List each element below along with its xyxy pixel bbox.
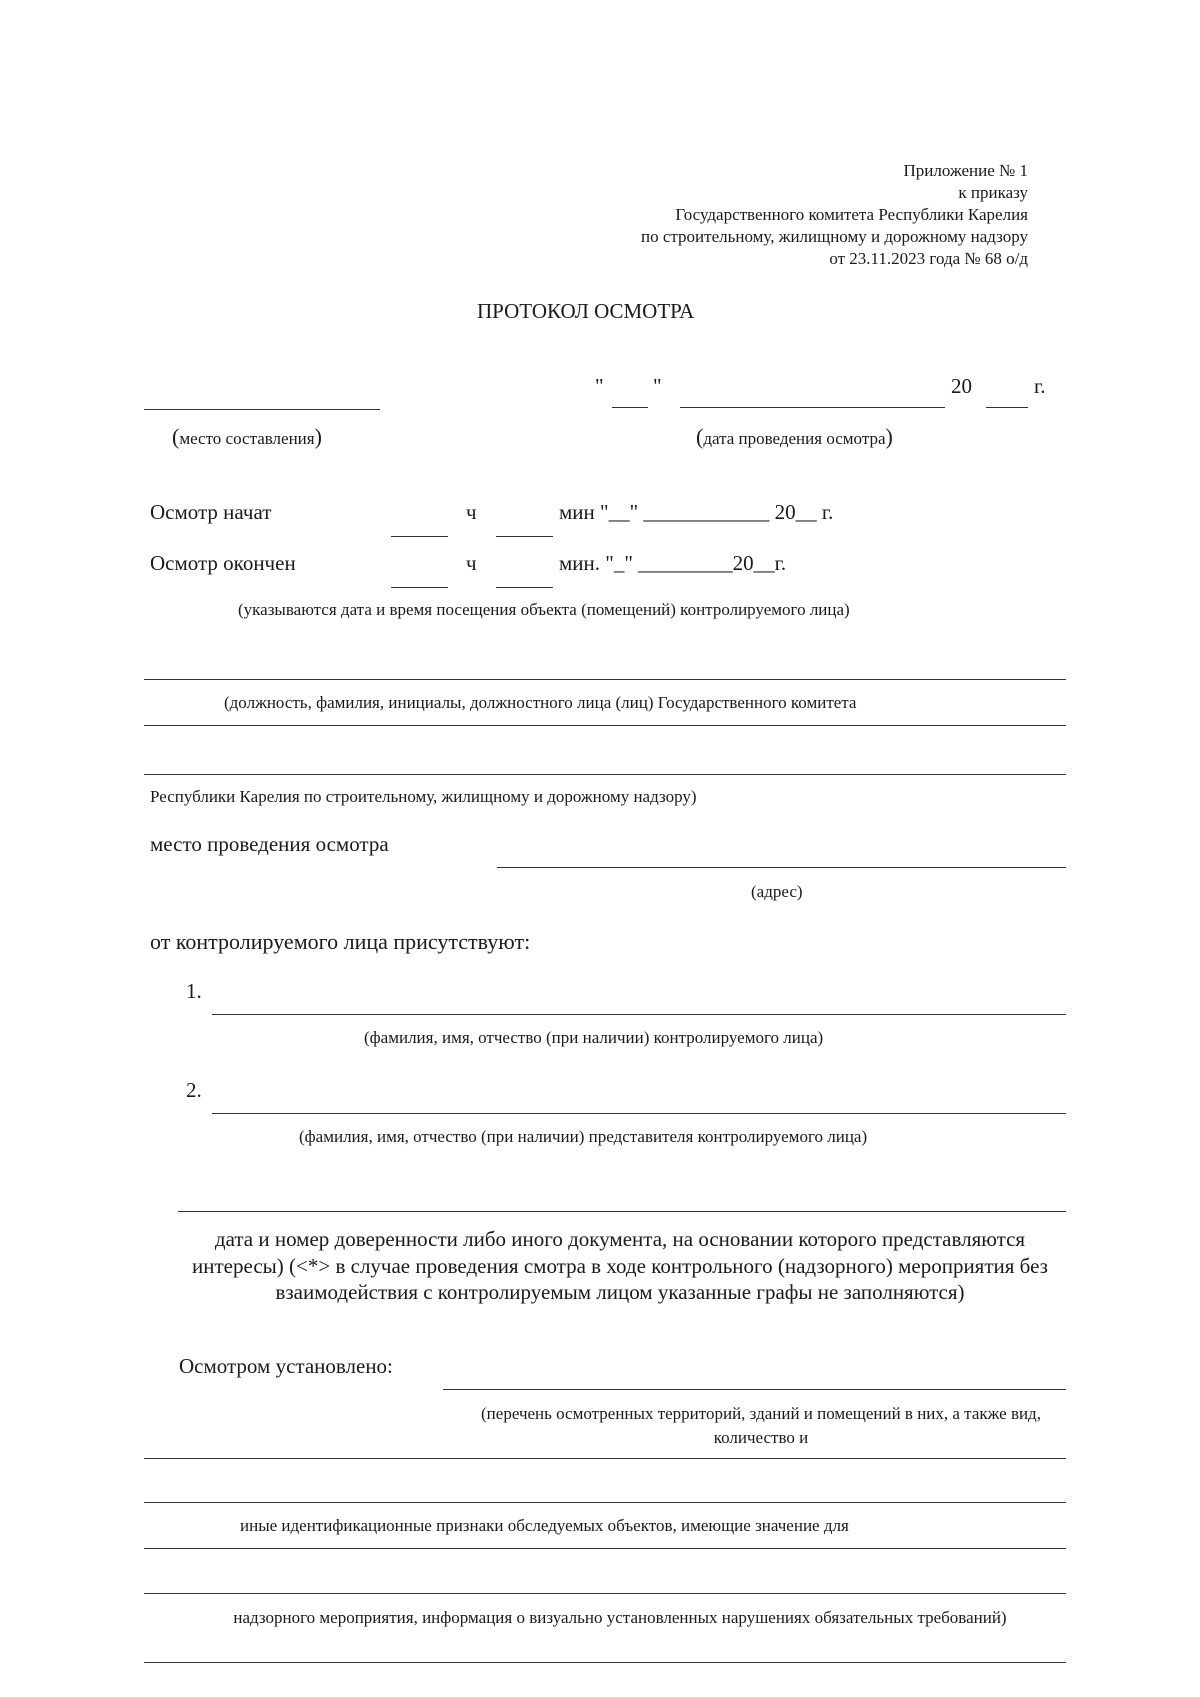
findings-line-2[interactable] [144, 1458, 1066, 1459]
findings-line-1[interactable] [443, 1389, 1066, 1390]
document-title: ПРОТОКОЛ ОСМОТРА [477, 299, 695, 323]
header-line-3: Государственного комитета Республики Карелия [675, 205, 1028, 224]
header-line-1: Приложение № 1 [903, 161, 1028, 180]
start-hours-abbr: ч [466, 500, 477, 524]
end-minutes-date: мин. "_" _________20__г. [559, 551, 787, 575]
start-hours-line[interactable] [391, 536, 448, 537]
end-hours-abbr: ч [466, 551, 477, 575]
header-line-4: по строительному, жилищному и дорожному надзору [641, 227, 1028, 246]
year-line[interactable] [986, 407, 1028, 408]
present-item-2-line[interactable] [212, 1113, 1066, 1114]
official-line-1[interactable] [144, 679, 1066, 680]
end-minutes-line[interactable] [496, 587, 553, 588]
official-caption-1: (должность, фамилия, инициалы, должностного лица (лиц) Государственного комитета [224, 693, 857, 712]
findings-label: Осмотром установлено: [179, 1354, 393, 1378]
inspection-started-label: Осмотр начат [150, 500, 272, 524]
findings-line-3[interactable] [144, 1502, 1066, 1503]
start-minutes-date: мин "__" ____________ 20__ г. [559, 500, 834, 524]
year-suffix: г. [1034, 374, 1046, 398]
present-item-1-line[interactable] [212, 1014, 1066, 1015]
day-quote-close: " [653, 374, 662, 398]
address-line[interactable] [497, 867, 1066, 868]
power-of-attorney-caption: дата и номер доверенности либо иного документа, на основании которого представляются интересы) (<*> в случае проведения смотра в ходе контрольного (надзорного) мероприятия без взаимодействия с контролируемым лицом указанные графы не заполняются) [192, 1227, 1048, 1304]
header-line-2: к приказу [958, 183, 1028, 202]
address-caption: (адрес) [751, 882, 803, 901]
power-of-attorney-line[interactable] [178, 1211, 1066, 1212]
inspection-place-label: место проведения осмотра [150, 832, 389, 856]
year-prefix: 20 [951, 374, 972, 398]
date-caption: (дата проведения осмотра) [696, 424, 893, 449]
findings-line-4[interactable] [144, 1548, 1066, 1549]
official-line-3[interactable] [144, 774, 1066, 775]
findings-line-6[interactable] [144, 1662, 1066, 1663]
day-line[interactable] [612, 407, 648, 408]
day-quote-open: " [595, 374, 604, 398]
header-line-5: от 23.11.2023 года № 68 о/д [829, 249, 1028, 268]
end-hours-line[interactable] [391, 587, 448, 588]
official-line-2[interactable] [144, 725, 1066, 726]
place-line[interactable] [144, 409, 380, 410]
present-item-1-caption: (фамилия, имя, отчество (при наличии) контролируемого лица) [364, 1028, 824, 1047]
present-item-2-caption: (фамилия, имя, отчество (при наличии) представителя контролируемого лица) [299, 1127, 868, 1146]
start-minutes-line[interactable] [496, 536, 553, 537]
present-heading: от контролируемого лица присутствуют: [150, 929, 531, 954]
inspection-ended-label: Осмотр окончен [150, 551, 296, 575]
findings-caption-1: (перечень осмотренных территорий, зданий и помещений в них, а также вид, количество и [481, 1404, 1041, 1447]
time-caption: (указываются дата и время посещения объекта (помещений) контролируемого лица) [238, 600, 850, 619]
findings-caption-2: иные идентификационные признаки обследуемых объектов, имеющие значение для [240, 1516, 849, 1535]
findings-line-5[interactable] [144, 1593, 1066, 1594]
present-item-2-number: 2. [186, 1078, 202, 1102]
present-item-1-number: 1. [186, 979, 202, 1003]
place-caption: (место составления) [172, 424, 322, 449]
findings-caption-3: надзорного мероприятия, информация о визуально установленных нарушениях обязательных требований) [233, 1608, 1007, 1627]
official-caption-2: Республики Карелия по строительному, жилищному и дорожному надзору) [150, 787, 697, 806]
month-line[interactable] [680, 407, 945, 408]
